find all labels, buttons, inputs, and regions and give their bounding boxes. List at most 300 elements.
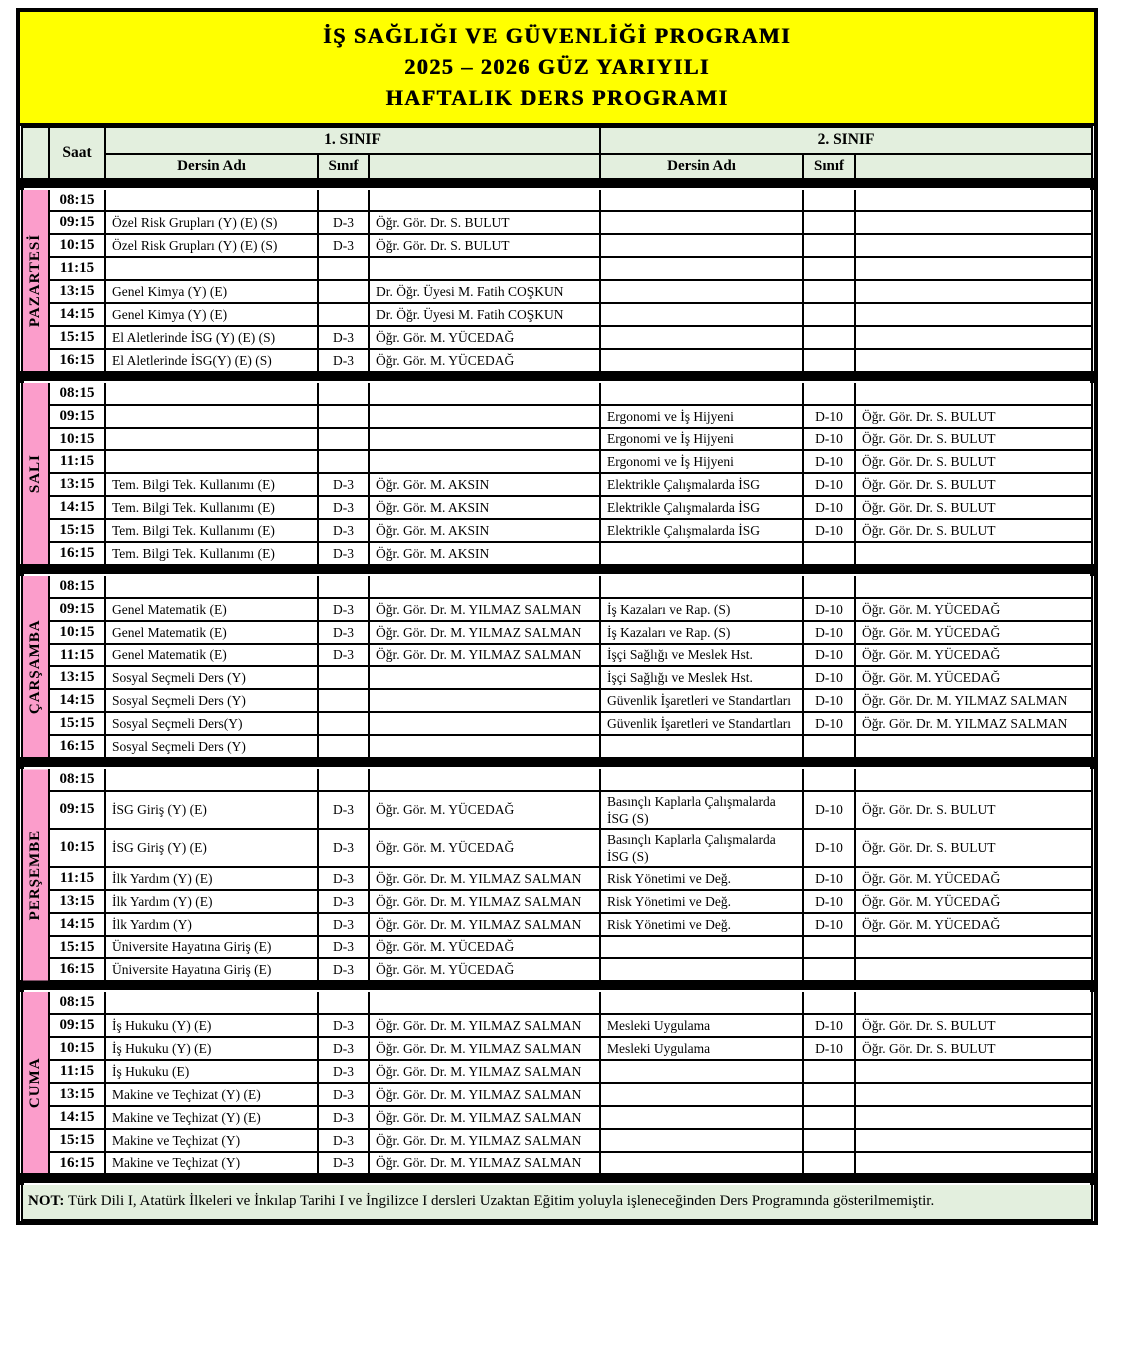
instructor-cell xyxy=(369,189,600,212)
instructor-cell xyxy=(855,768,1092,791)
room-cell: D-3 xyxy=(318,1106,369,1129)
day-separator-bar xyxy=(22,372,1092,382)
course-cell: İSG Giriş (Y) (E) xyxy=(105,829,318,867)
course-cell xyxy=(600,257,803,280)
room-cell: D-3 xyxy=(318,349,369,372)
time-cell: 14:15 xyxy=(49,303,105,326)
course-cell: Ergonomi ve İş Hijyeni xyxy=(600,405,803,428)
instructor-cell: Öğr. Gör. Dr. M. YILMAZ SALMAN xyxy=(369,621,600,644)
instructor-cell xyxy=(855,991,1092,1014)
room-cell: D-3 xyxy=(318,867,369,890)
day-separator xyxy=(22,758,1092,768)
table-row xyxy=(22,644,1092,667)
course-cell: Risk Yönetimi ve Değ. xyxy=(600,890,803,913)
course-cell: Elektrikle Çalışmalarda İSG xyxy=(600,473,803,496)
course-cell xyxy=(600,234,803,257)
instructor-cell xyxy=(855,1129,1092,1152)
course-cell: Elektrikle Çalışmalarda İSG xyxy=(600,519,803,542)
room-cell: D-3 xyxy=(318,791,369,829)
room-cell: D-10 xyxy=(803,496,855,519)
course-cell: Ergonomi ve İş Hijyeni xyxy=(600,450,803,473)
course-cell xyxy=(600,575,803,598)
instructor-cell: Dr. Öğr. Üyesi M. Fatih COŞKUN xyxy=(369,280,600,303)
table-row xyxy=(22,1152,1092,1175)
instructor-cell xyxy=(855,936,1092,959)
table-row xyxy=(22,913,1092,936)
table-row xyxy=(22,519,1092,542)
room-cell xyxy=(803,542,855,565)
course-cell: Üniversite Hayatına Giriş (E) xyxy=(105,958,318,981)
course-cell: Elektrikle Çalışmalarda İSG xyxy=(600,496,803,519)
table-row xyxy=(22,473,1092,496)
table-row xyxy=(22,428,1092,451)
course-cell xyxy=(600,189,803,212)
room-cell: D-10 xyxy=(803,712,855,735)
table-row xyxy=(22,958,1092,981)
course-cell xyxy=(600,326,803,349)
course-cell: İş Hukuku (E) xyxy=(105,1060,318,1083)
room-col-header-1: Sınıf xyxy=(318,154,369,179)
room-cell xyxy=(318,991,369,1014)
course-cell xyxy=(600,382,803,405)
course-cell: Genel Matematik (E) xyxy=(105,644,318,667)
room-cell: D-10 xyxy=(803,666,855,689)
room-cell xyxy=(318,735,369,758)
teacher-col-header-1 xyxy=(369,154,600,179)
room-cell: D-3 xyxy=(318,621,369,644)
room-cell: D-10 xyxy=(803,621,855,644)
time-cell: 16:15 xyxy=(49,735,105,758)
room-cell xyxy=(318,450,369,473)
instructor-cell: Öğr. Gör. Dr. M. YILMAZ SALMAN xyxy=(369,1014,600,1037)
instructor-cell: Öğr. Gör. Dr. M. YILMAZ SALMAN xyxy=(855,689,1092,712)
instructor-cell: Öğr. Gör. M. YÜCEDAĞ xyxy=(855,621,1092,644)
table-row xyxy=(22,890,1092,913)
time-cell: 14:15 xyxy=(49,496,105,519)
room-cell: D-10 xyxy=(803,405,855,428)
room-cell xyxy=(803,280,855,303)
instructor-cell: Öğr. Gör. M. YÜCEDAĞ xyxy=(855,890,1092,913)
instructor-cell xyxy=(855,958,1092,981)
time-cell: 10:15 xyxy=(49,829,105,867)
room-cell: D-10 xyxy=(803,1014,855,1037)
room-cell xyxy=(803,958,855,981)
course-cell xyxy=(600,1129,803,1152)
day-separator-bar xyxy=(22,758,1092,768)
course-cell xyxy=(600,1060,803,1083)
room-cell: D-3 xyxy=(318,1060,369,1083)
room-cell: D-3 xyxy=(318,211,369,234)
room-cell xyxy=(318,382,369,405)
table-row xyxy=(22,1060,1092,1083)
table-row xyxy=(22,1083,1092,1106)
room-cell xyxy=(803,303,855,326)
course-cell xyxy=(105,405,318,428)
time-cell: 13:15 xyxy=(49,890,105,913)
course-cell: Basınçlı Kaplarla Çalışmalarda İSG (S) xyxy=(600,829,803,867)
time-cell: 09:15 xyxy=(49,791,105,829)
room-cell: D-3 xyxy=(318,1129,369,1152)
day-separator-bar xyxy=(22,565,1092,575)
footer-section xyxy=(22,1174,1092,1220)
class2-header: 2. SINIF xyxy=(600,127,1092,154)
time-cell: 10:15 xyxy=(49,428,105,451)
room-cell: D-3 xyxy=(318,1083,369,1106)
instructor-cell: Öğr. Gör. Dr. S. BULUT xyxy=(369,234,600,257)
instructor-cell xyxy=(369,991,600,1014)
time-cell: 16:15 xyxy=(49,958,105,981)
saat-header: Saat xyxy=(49,127,105,179)
instructor-cell xyxy=(369,382,600,405)
instructor-cell xyxy=(369,712,600,735)
course-cell: Güvenlik İşaretleri ve Standartları xyxy=(600,712,803,735)
day-separator xyxy=(22,565,1092,575)
instructor-cell: Öğr. Gör. M. YÜCEDAĞ xyxy=(855,666,1092,689)
room-cell: D-3 xyxy=(318,326,369,349)
room-cell: D-10 xyxy=(803,1037,855,1060)
instructor-cell: Öğr. Gör. M. YÜCEDAĞ xyxy=(369,936,600,959)
time-cell: 10:15 xyxy=(49,1037,105,1060)
room-cell: D-10 xyxy=(803,791,855,829)
instructor-cell: Öğr. Gör. Dr. M. YILMAZ SALMAN xyxy=(369,1129,600,1152)
instructor-cell xyxy=(855,189,1092,212)
room-cell xyxy=(318,689,369,712)
course-cell: Sosyal Seçmeli Ders(Y) xyxy=(105,712,318,735)
table-row xyxy=(22,280,1092,303)
instructor-cell: Öğr. Gör. Dr. S. BULUT xyxy=(855,791,1092,829)
time-cell: 14:15 xyxy=(49,689,105,712)
instructor-cell: Öğr. Gör. Dr. M. YILMAZ SALMAN xyxy=(369,1037,600,1060)
instructor-cell: Öğr. Gör. Dr. S. BULUT xyxy=(855,1014,1092,1037)
room-cell: D-3 xyxy=(318,644,369,667)
time-cell: 15:15 xyxy=(49,519,105,542)
room-cell xyxy=(318,405,369,428)
room-cell xyxy=(803,936,855,959)
room-cell: D-10 xyxy=(803,598,855,621)
room-cell xyxy=(318,280,369,303)
table-row xyxy=(22,326,1092,349)
time-cell: 09:15 xyxy=(49,405,105,428)
room-cell xyxy=(803,735,855,758)
day-label: SALI xyxy=(22,382,49,565)
course-cell: El Aletlerinde İSG (Y) (E) (S) xyxy=(105,326,318,349)
room-cell: D-10 xyxy=(803,450,855,473)
room-cell: D-3 xyxy=(318,234,369,257)
table-row xyxy=(22,575,1092,598)
course-cell xyxy=(105,189,318,212)
course-cell: Üniversite Hayatına Giriş (E) xyxy=(105,936,318,959)
instructor-cell: Öğr. Gör. Dr. M. YILMAZ SALMAN xyxy=(369,1083,600,1106)
course-cell: Makine ve Teçhizat (Y) xyxy=(105,1152,318,1175)
room-cell xyxy=(318,575,369,598)
course-cell xyxy=(105,768,318,791)
instructor-cell xyxy=(855,326,1092,349)
room-cell xyxy=(803,768,855,791)
title-line-1: İŞ SAĞLIĞI VE GÜVENLİĞİ PROGRAMI xyxy=(322,23,792,48)
room-cell: D-10 xyxy=(803,890,855,913)
time-cell: 13:15 xyxy=(49,1083,105,1106)
table-row xyxy=(22,405,1092,428)
course-cell: Tem. Bilgi Tek. Kullanımı (E) xyxy=(105,496,318,519)
course-cell: Sosyal Seçmeli Ders (Y) xyxy=(105,735,318,758)
instructor-cell: Öğr. Gör. M. YÜCEDAĞ xyxy=(369,791,600,829)
course-cell xyxy=(600,735,803,758)
time-cell: 08:15 xyxy=(49,575,105,598)
room-cell xyxy=(803,382,855,405)
room-cell: D-3 xyxy=(318,1152,369,1175)
room-cell xyxy=(803,234,855,257)
table-row xyxy=(22,496,1092,519)
instructor-cell xyxy=(855,542,1092,565)
room-cell xyxy=(803,211,855,234)
course-cell xyxy=(105,428,318,451)
instructor-cell: Öğr. Gör. Dr. S. BULUT xyxy=(855,829,1092,867)
room-cell: D-3 xyxy=(318,958,369,981)
table-row xyxy=(22,1037,1092,1060)
instructor-cell: Öğr. Gör. M. YÜCEDAĞ xyxy=(369,958,600,981)
time-cell: 09:15 xyxy=(49,211,105,234)
course-cell: Genel Matematik (E) xyxy=(105,598,318,621)
instructor-cell: Öğr. Gör. Dr. S. BULUT xyxy=(855,473,1092,496)
note-label: NOT: xyxy=(28,1193,65,1210)
course-cell: İş Hukuku (Y) (E) xyxy=(105,1014,318,1037)
table-row xyxy=(22,1129,1092,1152)
table-row xyxy=(22,791,1092,829)
schedule-sheet xyxy=(16,8,1098,1225)
table-header xyxy=(22,127,1092,189)
course-cell xyxy=(105,450,318,473)
time-cell: 15:15 xyxy=(49,326,105,349)
room-cell: D-3 xyxy=(318,473,369,496)
course-cell xyxy=(600,991,803,1014)
room-cell xyxy=(803,1152,855,1175)
table-row xyxy=(22,234,1092,257)
room-cell xyxy=(318,189,369,212)
course-cell: Makine ve Teçhizat (Y) xyxy=(105,1129,318,1152)
day-separator xyxy=(22,981,1092,991)
course-cell xyxy=(600,280,803,303)
room-cell: D-3 xyxy=(318,1037,369,1060)
corner-cell xyxy=(22,127,49,179)
room-cell: D-3 xyxy=(318,496,369,519)
course-cell: Genel Kimya (Y) (E) xyxy=(105,303,318,326)
course-cell: İşçi Sağlığı ve Meslek Hst. xyxy=(600,666,803,689)
instructor-cell xyxy=(369,575,600,598)
course-cell xyxy=(105,991,318,1014)
table-row xyxy=(22,867,1092,890)
instructor-cell xyxy=(369,428,600,451)
instructor-cell: Öğr. Gör. Dr. S. BULUT xyxy=(855,450,1092,473)
course-cell xyxy=(600,211,803,234)
room-cell xyxy=(803,575,855,598)
note-row xyxy=(22,1184,1092,1220)
instructor-cell: Öğr. Gör. Dr. S. BULUT xyxy=(855,496,1092,519)
instructor-cell xyxy=(855,1106,1092,1129)
room-cell: D-10 xyxy=(803,689,855,712)
time-cell: 15:15 xyxy=(49,1129,105,1152)
room-cell: D-10 xyxy=(803,644,855,667)
course-cell xyxy=(600,303,803,326)
table-row xyxy=(22,450,1092,473)
instructor-cell: Öğr. Gör. M. YÜCEDAĞ xyxy=(855,644,1092,667)
time-cell: 10:15 xyxy=(49,621,105,644)
page-title xyxy=(20,12,1094,126)
course-cell: Tem. Bilgi Tek. Kullanımı (E) xyxy=(105,519,318,542)
instructor-cell xyxy=(855,257,1092,280)
instructor-cell: Öğr. Gör. Dr. M. YILMAZ SALMAN xyxy=(369,913,600,936)
room-cell: D-3 xyxy=(318,890,369,913)
table-row xyxy=(22,735,1092,758)
instructor-cell: Öğr. Gör. Dr. S. BULUT xyxy=(855,519,1092,542)
room-cell: D-3 xyxy=(318,936,369,959)
table-row xyxy=(22,689,1092,712)
instructor-cell: Öğr. Gör. Dr. M. YILMAZ SALMAN xyxy=(855,712,1092,735)
room-cell xyxy=(318,303,369,326)
schedule-body xyxy=(22,189,1092,1175)
table-row xyxy=(22,303,1092,326)
time-cell: 08:15 xyxy=(49,382,105,405)
room-cell: D-3 xyxy=(318,913,369,936)
instructor-cell: Öğr. Gör. Dr. M. YILMAZ SALMAN xyxy=(369,1152,600,1175)
teacher-col-header-2 xyxy=(855,154,1092,179)
course-cell: Özel Risk Grupları (Y) (E) (S) xyxy=(105,234,318,257)
instructor-cell: Öğr. Gör. Dr. S. BULUT xyxy=(855,405,1092,428)
time-cell: 11:15 xyxy=(49,257,105,280)
room-cell: D-3 xyxy=(318,1014,369,1037)
course-cell: Ergonomi ve İş Hijyeni xyxy=(600,428,803,451)
room-cell xyxy=(803,1129,855,1152)
time-cell: 11:15 xyxy=(49,644,105,667)
day-separator xyxy=(22,1174,1092,1184)
room-cell xyxy=(318,428,369,451)
room-cell xyxy=(318,768,369,791)
table-row xyxy=(22,712,1092,735)
time-cell: 11:15 xyxy=(49,450,105,473)
instructor-cell: Öğr. Gör. Dr. S. BULUT xyxy=(855,428,1092,451)
course-col-header-2: Dersin Adı xyxy=(600,154,803,179)
course-cell: İlk Yardım (Y) xyxy=(105,913,318,936)
title-line-3: HAFTALIK DERS PROGRAMI xyxy=(385,85,729,111)
instructor-cell: Öğr. Gör. Dr. M. YILMAZ SALMAN xyxy=(369,890,600,913)
room-cell xyxy=(803,326,855,349)
course-cell xyxy=(105,257,318,280)
time-cell: 08:15 xyxy=(49,768,105,791)
table-row xyxy=(22,211,1092,234)
instructor-cell: Öğr. Gör. M. YÜCEDAĞ xyxy=(369,349,600,372)
instructor-cell: Öğr. Gör. Dr. M. YILMAZ SALMAN xyxy=(369,1060,600,1083)
table-row xyxy=(22,1106,1092,1129)
day-separator xyxy=(22,179,1092,189)
day-label: CUMA xyxy=(22,991,49,1174)
course-cell: Özel Risk Grupları (Y) (E) (S) xyxy=(105,211,318,234)
instructor-cell: Öğr. Gör. Dr. M. YILMAZ SALMAN xyxy=(369,598,600,621)
day-label: PERŞEMBE xyxy=(22,768,49,981)
day-separator xyxy=(22,372,1092,382)
room-cell: D-10 xyxy=(803,428,855,451)
room-cell: D-3 xyxy=(318,519,369,542)
time-cell: 08:15 xyxy=(49,189,105,212)
instructor-cell: Öğr. Gör. M. YÜCEDAĞ xyxy=(855,913,1092,936)
time-cell: 08:15 xyxy=(49,991,105,1014)
time-cell: 16:15 xyxy=(49,1152,105,1175)
room-cell xyxy=(803,257,855,280)
course-cell: Sosyal Seçmeli Ders (Y) xyxy=(105,689,318,712)
course-cell xyxy=(600,1106,803,1129)
instructor-cell: Öğr. Gör. Dr. M. YILMAZ SALMAN xyxy=(369,867,600,890)
course-cell: Güvenlik İşaretleri ve Standartları xyxy=(600,689,803,712)
time-cell: 09:15 xyxy=(49,598,105,621)
course-cell xyxy=(600,1152,803,1175)
course-cell xyxy=(600,958,803,981)
course-cell xyxy=(600,542,803,565)
day-separator-bar xyxy=(22,981,1092,991)
course-cell: Risk Yönetimi ve Değ. xyxy=(600,867,803,890)
table-row xyxy=(22,1014,1092,1037)
instructor-cell xyxy=(369,450,600,473)
course-cell xyxy=(600,349,803,372)
table-row xyxy=(22,257,1092,280)
time-cell: 13:15 xyxy=(49,280,105,303)
table-row xyxy=(22,768,1092,791)
class1-header: 1. SINIF xyxy=(105,127,600,154)
course-cell xyxy=(600,1083,803,1106)
time-cell: 13:15 xyxy=(49,473,105,496)
room-cell xyxy=(803,1060,855,1083)
course-cell: Basınçlı Kaplarla Çalışmalarda İSG (S) xyxy=(600,791,803,829)
instructor-cell xyxy=(855,1083,1092,1106)
schedule-table xyxy=(20,126,1094,1222)
instructor-cell xyxy=(369,735,600,758)
course-cell xyxy=(105,382,318,405)
course-cell: Mesleki Uygulama xyxy=(600,1037,803,1060)
time-cell: 16:15 xyxy=(49,349,105,372)
instructor-cell: Öğr. Gör. M. YÜCEDAĞ xyxy=(855,867,1092,890)
course-cell: Sosyal Seçmeli Ders (Y) xyxy=(105,666,318,689)
table-row xyxy=(22,349,1092,372)
course-cell: Tem. Bilgi Tek. Kullanımı (E) xyxy=(105,473,318,496)
title-line-2: 2025 – 2026 GÜZ YARIYILI xyxy=(404,54,710,80)
room-cell: D-10 xyxy=(803,913,855,936)
instructor-cell xyxy=(369,257,600,280)
course-cell xyxy=(600,936,803,959)
course-cell xyxy=(600,768,803,791)
course-col-header-1: Dersin Adı xyxy=(105,154,318,179)
room-cell: D-10 xyxy=(803,473,855,496)
course-cell: Makine ve Teçhizat (Y) (E) xyxy=(105,1106,318,1129)
course-cell: Genel Kimya (Y) (E) xyxy=(105,280,318,303)
instructor-cell: Öğr. Gör. M. YÜCEDAĞ xyxy=(855,598,1092,621)
instructor-cell: Öğr. Gör. M. AKSIN xyxy=(369,496,600,519)
room-cell xyxy=(803,991,855,1014)
time-cell: 15:15 xyxy=(49,936,105,959)
instructor-cell: Öğr. Gör. M. AKSIN xyxy=(369,519,600,542)
course-cell: İlk Yardım (Y) (E) xyxy=(105,867,318,890)
course-cell: İş Hukuku (Y) (E) xyxy=(105,1037,318,1060)
course-cell: Risk Yönetimi ve Değ. xyxy=(600,913,803,936)
time-cell: 13:15 xyxy=(49,666,105,689)
course-cell: Makine ve Teçhizat (Y) (E) xyxy=(105,1083,318,1106)
course-cell: İlk Yardım (Y) (E) xyxy=(105,890,318,913)
time-cell: 14:15 xyxy=(49,913,105,936)
instructor-cell xyxy=(855,280,1092,303)
day-label: PAZARTESİ xyxy=(22,189,49,372)
instructor-cell xyxy=(855,1060,1092,1083)
instructor-cell xyxy=(369,768,600,791)
instructor-cell: Öğr. Gör. Dr. M. YILMAZ SALMAN xyxy=(369,644,600,667)
time-cell: 15:15 xyxy=(49,712,105,735)
table-row xyxy=(22,189,1092,212)
room-cell: D-10 xyxy=(803,829,855,867)
